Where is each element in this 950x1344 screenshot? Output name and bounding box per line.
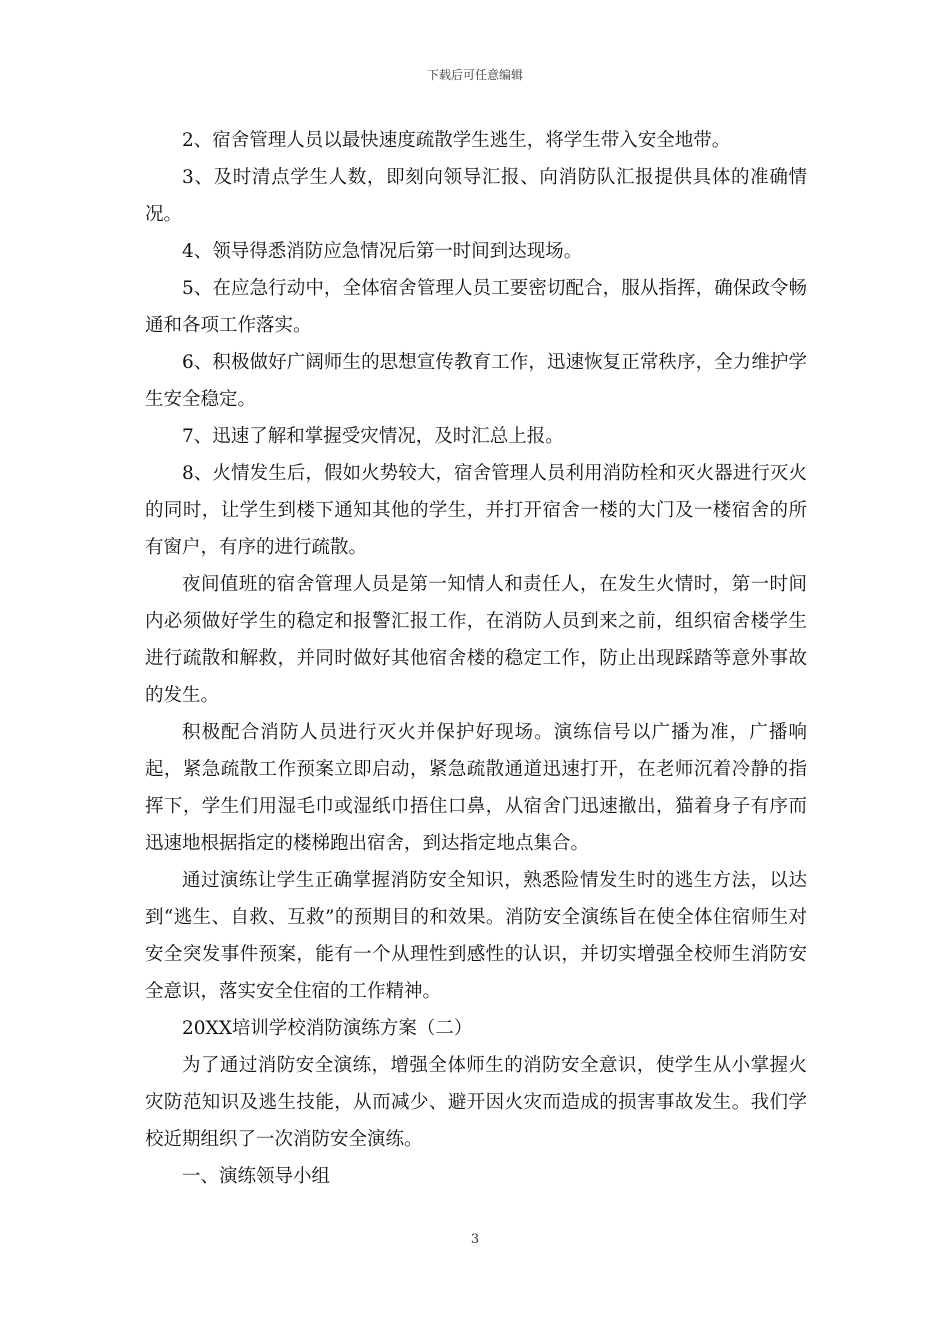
paragraph: 4、领导得悉消防应急情况后第一时间到达现场。	[182, 241, 583, 262]
paragraph: 5、在应急行动中，全体宿舍管理人员工要密切配合，服从指挥，确保政令畅通和各项工作落实。	[145, 278, 807, 336]
paragraph: 夜间值班的宿舍管理人员是第一知情人和责任人，在发生火情时，第一时间内必须做好学生的稳定和报警汇报工作，在消防人员到来之前，组织宿舍楼学生进行疏散和解救，并同时做好其他宿舍楼的稳定工作，防止出现踩踏等意外事故的发生。	[145, 574, 807, 706]
paragraph: 6、积极做好广阔师生的思想宣传教育工作，迅速恢复正常秩序，全力维护学生安全稳定。	[145, 352, 807, 410]
section-heading: 一、演练领导小组	[182, 1166, 331, 1187]
paragraph: 通过演练让学生正确掌握消防安全知识，熟悉险情发生时的逃生方法，以达到“逃生、自救、互救”的预期目的和效果。消防安全演练旨在使全体住宿师生对安全突发事件预案，能有一个从理性到感性的认识，并切实增强全校师生消防安全意识，落实安全住宿的工作精神。	[145, 870, 807, 1002]
page-header: 下载后可任意编辑	[426, 68, 523, 82]
section-title: 20XX培训学校消防演练方案（二）	[182, 1018, 473, 1039]
paragraph: 8、火情发生后，假如火势较大，宿舍管理人员利用消防栓和灭火器进行灭火的同时，让学生到楼下通知其他的学生，并打开宿舍一楼的大门及一楼宿舍的所有窗户，有序的进行疏散。	[145, 463, 807, 558]
paragraph: 积极配合消防人员进行灭火并保护好现场。演练信号以广播为准，广播响起，紧急疏散工作预案立即启动，紧急疏散通道迅速打开，在老师沉着冷静的指挥下，学生们用湿毛巾或湿纸巾捂住口鼻，从宿舍门迅速撤出，猫着身子有序而迅速地根据指定的楼梯跑出宿舍，到达指定地点集合。	[145, 722, 807, 854]
paragraph: 3、及时清点学生人数，即刻向领导汇报、向消防队汇报提供具体的准确情况。	[145, 167, 807, 225]
page-number: 3	[470, 1232, 480, 1247]
paragraph: 2、宿舍管理人员以最快速度疏散学生逃生，将学生带入安全地带。	[182, 130, 731, 151]
document-body	[145, 122, 807, 1195]
paragraph: 为了通过消防安全演练，增强全体师生的消防安全意识，使学生从小掌握火灾防范知识及逃生技能，从而减少、避开因火灾而造成的损害事故发生。我们学校近期组织了一次消防安全演练。	[145, 1055, 807, 1150]
paragraph: 7、迅速了解和掌握受灾情况，及时汇总上报。	[182, 426, 564, 447]
